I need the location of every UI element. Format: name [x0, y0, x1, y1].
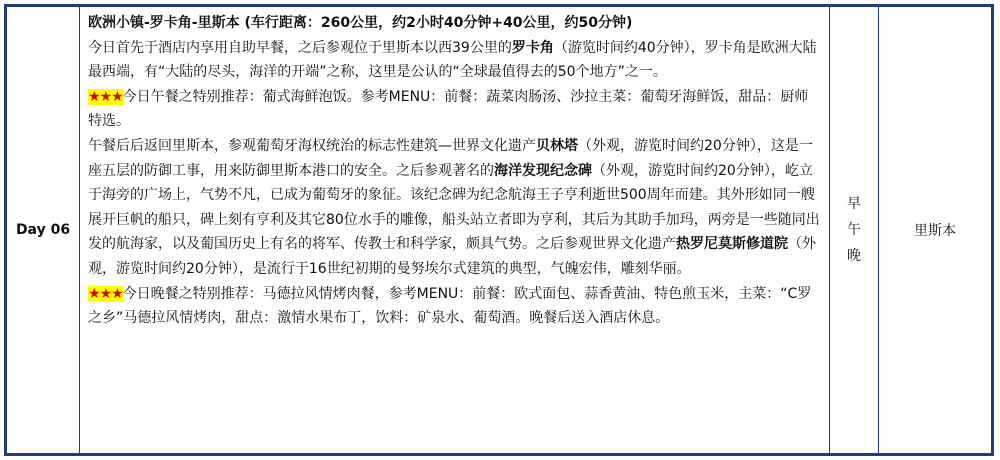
meal-breakfast: 早: [847, 196, 861, 212]
route-title: 欧洲小镇-罗卡角-里斯本 (车行距离：260公里，约2小时40分钟+40公里，约50分钟): [88, 15, 633, 31]
highlight-belem-tower: 贝林塔: [536, 137, 578, 154]
day-cell: [7, 7, 80, 454]
star-rating-icon: ★★★: [88, 285, 123, 302]
highlight-jeronimos-monastery: 热罗尼莫斯修道院: [676, 236, 788, 253]
table-row: [7, 7, 992, 454]
text-segment: 午餐后后返回里斯本，参观葡萄牙海权统治的标志性建筑—世界文化遗产: [88, 137, 536, 154]
itinerary-content-cell: [80, 7, 830, 454]
hotel-cell: [879, 7, 992, 454]
text-segment: （外观，游览时间约20分钟），是流行于16世纪初期的曼努埃尔式建筑的典型，气魄宏伟，雕刻华丽。: [88, 236, 816, 277]
meals-cell: [830, 7, 879, 454]
paragraph-cape-roca: [88, 36, 821, 85]
lunch-text: 今日午餐之特别推荐：葡式海鲜泡饭。参考MENU：前餐：蔬菜肉肠汤、沙拉主菜：葡萄牙海鲜饭，甜品：厨师特选。: [88, 88, 809, 130]
highlight-discoveries-monument: 海洋发现纪念碑: [494, 162, 592, 179]
dinner-recommendation: [88, 282, 821, 331]
day-label: Day 06: [15, 222, 71, 238]
dinner-text: 今日晚餐之特别推荐：马德拉风情烤肉餐，参考MENU：前餐：欧式面包、蒜香黄油、特色煎玉米，主菜：“C罗之乡”马德拉风情烤肉，甜点：激情水果布丁，饮料：矿泉水、葡萄酒。晚餐后送入酒店休息。: [88, 285, 812, 327]
text-segment: （游览时间约40分钟），罗卡角是欧洲大陆最西端，有“大陆的尽头，海洋的开端”之称，这里是公认的“全球最值得去的50个地方”之一。: [88, 39, 817, 81]
itinerary-table: [6, 6, 992, 454]
itinerary-table-frame: [4, 4, 994, 456]
star-rating-icon: ★★★: [88, 88, 123, 105]
highlight-cape-roca: 罗卡角: [511, 39, 554, 56]
meal-dinner: 晚: [847, 248, 861, 264]
lunch-recommendation: [88, 85, 821, 134]
text-segment: 今日首先于酒店内享用自助早餐，之后参观位于里斯本以西39公里的: [88, 39, 512, 56]
meal-lunch: 午: [847, 222, 861, 238]
paragraph-lisbon-sights: [88, 134, 821, 282]
hotel-city: 里斯本: [914, 223, 956, 239]
text-segment: （外观，游览时间约20分钟），屹立于海旁的广场上，气势不凡，已成为葡萄牙的象征。该纪念碑为纪念航海王子亨利逝世500周年而建。其外形如同一艘展开巨帆的船只，碑上刻有亨利及其它80位水手的雕像，船头站立者即为亨利，其后为其助手加玛，两旁是一些随同出发的航海家，以及葡国历史上有名的将军、传教士和科学家，颇具气势。之后参观世界文化遗产: [88, 162, 820, 253]
text-segment: （外观，游览时间约20分钟），这是一座五层的防御工事，用来防御里斯本港口的安全。之后参观著名的: [88, 137, 813, 179]
